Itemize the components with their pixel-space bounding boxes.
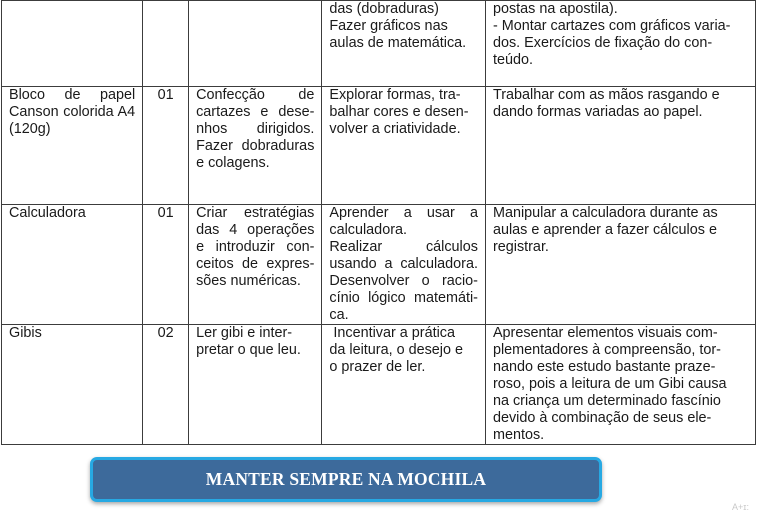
- material-cell: [2, 87, 143, 205]
- methodology-cell: [485, 205, 755, 325]
- table-row: [2, 87, 756, 205]
- quantity-cell: 02: [143, 325, 189, 445]
- cell-line: das 4 operações: [196, 222, 315, 238]
- objective-cell: [322, 325, 486, 445]
- cell-line: nando este estudo bastante praze-: [492, 359, 716, 375]
- cell-line: e colagens.: [196, 155, 270, 171]
- cell-line: Criar estratégias: [196, 205, 315, 221]
- cell-line: balhar cores e desen-: [329, 104, 469, 120]
- cell-line: plementadores à compreensão, tor-: [492, 342, 721, 358]
- cell-line: cínio lógico matemáti-: [329, 290, 478, 306]
- cell-line: pretar o que leu.: [196, 342, 301, 358]
- cell-line: teúdo.: [492, 52, 533, 68]
- methodology-cell: [485, 87, 755, 205]
- cell-line: Bloco de papel: [9, 87, 136, 103]
- cell-line: cartazes e dese-: [196, 104, 315, 120]
- banner-label: MANTER SEMPRE NA MOCHILA: [205, 469, 487, 489]
- cell-line: ca.: [329, 307, 349, 323]
- use-cell: [189, 205, 322, 325]
- table-row: [2, 1, 756, 87]
- cell-line: mentos.: [492, 427, 545, 443]
- cell-line: aulas de matemática.: [329, 35, 467, 51]
- objective-cell: [322, 1, 486, 87]
- material-cell: [2, 325, 143, 445]
- cell-line: usando a calculadora.: [329, 256, 478, 272]
- quantity-cell: 01: [143, 205, 189, 325]
- cell-line: calculadora.: [329, 222, 407, 238]
- corner-mark: A+ɪ:: [732, 502, 749, 512]
- objective-cell: [322, 205, 486, 325]
- cell-line: registrar.: [492, 239, 549, 255]
- cell-line: Fazer gráficos nas: [329, 18, 448, 34]
- keep-in-backpack-banner: [90, 457, 602, 502]
- cell-line: e introduzir con-: [196, 239, 315, 255]
- cell-line: Trabalhar com as mãos rasgando e: [492, 87, 720, 103]
- quantity-cell: [143, 1, 189, 87]
- cell-line: - Montar cartazes com gráficos varia-: [492, 18, 731, 34]
- use-cell: [189, 325, 322, 445]
- cell-line: Apresentar elementos visuais com-: [492, 325, 718, 341]
- cell-line: sões numéricas.: [196, 273, 301, 289]
- table-row: [2, 325, 756, 445]
- quantity-cell: 01: [143, 87, 189, 205]
- cell-line: devido à combinação de seus ele-: [492, 410, 712, 426]
- material-cell: [2, 205, 143, 325]
- methodology-cell: [485, 325, 755, 445]
- table-row: [2, 205, 756, 325]
- cell-line: aulas e aprender a fazer cálculos e: [492, 222, 717, 238]
- cell-line: o prazer de ler.: [329, 359, 426, 375]
- cell-line: nhos dirigidos.: [196, 121, 315, 137]
- cell-line: Ler gibi e inter-: [196, 325, 293, 341]
- cell-line: Confecção de: [196, 87, 315, 103]
- use-cell: [189, 1, 322, 87]
- cell-line: dos. Exercícios de fixação do con-: [492, 35, 713, 51]
- cell-line: da leitura, o desejo e: [329, 342, 463, 358]
- cell-line: Incentivar a prática: [329, 325, 455, 341]
- cell-line: roso, pois a leitura de um Gibi causa: [492, 376, 727, 392]
- cell-line: dando formas variadas ao papel.: [492, 104, 703, 120]
- cell-line: ceitos de expres-: [196, 256, 315, 272]
- cell-line: na criança um determinado fascínio: [492, 393, 721, 409]
- materials-table: [1, 0, 756, 445]
- cell-line: Fazer dobraduras: [196, 138, 315, 154]
- cell-line: das (dobraduras): [329, 1, 439, 17]
- cell-line: Manipular a calculadora durante as: [492, 205, 718, 221]
- cell-line: volver a criatividade.: [329, 121, 461, 137]
- cell-line: Calculadora: [9, 205, 86, 221]
- material-cell: [2, 1, 143, 87]
- cell-line: Explorar formas, tra-: [329, 87, 461, 103]
- cell-line: (120g): [9, 121, 51, 137]
- cell-line: Gibis: [9, 325, 42, 341]
- cell-line: postas na apostila).: [492, 1, 618, 17]
- cell-line: Canson colorida A4: [9, 104, 136, 120]
- cell-line: Desenvolver o racio-: [329, 273, 478, 289]
- cell-line: Realizar cálculos: [329, 239, 478, 255]
- cell-line: Aprender a usar a: [329, 205, 478, 221]
- use-cell: [189, 87, 322, 205]
- objective-cell: [322, 87, 486, 205]
- methodology-cell: [485, 1, 755, 87]
